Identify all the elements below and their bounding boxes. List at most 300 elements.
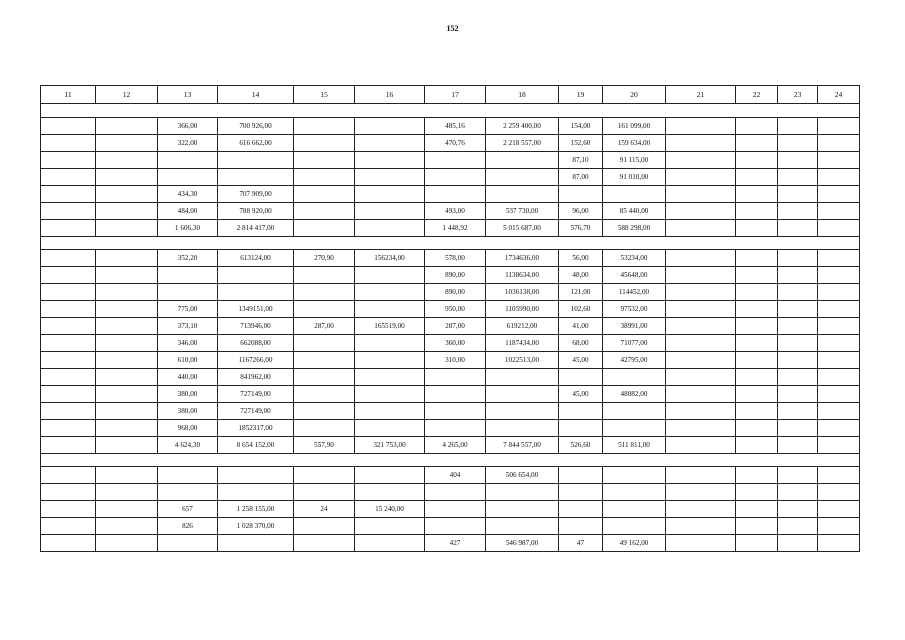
table-cell (818, 220, 860, 237)
table-cell (355, 220, 425, 237)
table-cell (818, 284, 860, 301)
table-cell: 727149,00 (218, 386, 294, 403)
table-row (41, 152, 860, 169)
table-cell (294, 220, 355, 237)
table-cell (96, 301, 158, 318)
table-cell (778, 152, 818, 169)
table-cell: 485,16 (425, 118, 486, 135)
table-cell (96, 484, 158, 501)
table-row (41, 267, 860, 284)
table-cell: 493,00 (425, 203, 486, 220)
table-cell: 1 258 155,00 (218, 501, 294, 518)
table-cell: 159 634,00 (603, 135, 666, 152)
table-cell: 968,00 (158, 420, 218, 437)
table-cell (666, 386, 736, 403)
table-cell (41, 352, 96, 369)
table-cell (736, 169, 778, 186)
table-cell: 91 010,00 (603, 169, 666, 186)
table-cell (818, 135, 860, 152)
table-cell (218, 284, 294, 301)
table-cell (96, 267, 158, 284)
table-cell (41, 403, 96, 420)
column-header: 12 (96, 86, 158, 104)
table-cell (666, 301, 736, 318)
table-cell (778, 118, 818, 135)
table-cell: 48082,00 (603, 386, 666, 403)
column-header: 24 (818, 86, 860, 104)
table-cell (778, 420, 818, 437)
table-cell (778, 220, 818, 237)
table-cell (294, 352, 355, 369)
table-cell (736, 501, 778, 518)
table-cell: 360,00 (425, 335, 486, 352)
table-cell (355, 169, 425, 186)
header-row (41, 86, 860, 104)
table-cell (486, 501, 559, 518)
table-cell (158, 467, 218, 484)
table-cell (425, 420, 486, 437)
table-cell: 380,00 (158, 403, 218, 420)
table-cell (666, 335, 736, 352)
table-row (41, 318, 860, 335)
table-cell (818, 403, 860, 420)
table-cell (736, 437, 778, 454)
table-cell (96, 386, 158, 403)
table-cell: 97532,00 (603, 301, 666, 318)
table-cell: 310,00 (425, 352, 486, 369)
table-cell: 96,00 (559, 203, 603, 220)
table-cell (41, 186, 96, 203)
table-cell (778, 352, 818, 369)
table-cell (486, 420, 559, 437)
table-cell (96, 203, 158, 220)
table-cell (559, 484, 603, 501)
table-cell: 87,00 (559, 169, 603, 186)
table-cell: 2 259 400,00 (486, 118, 559, 135)
table-cell (41, 535, 96, 552)
table-cell (736, 152, 778, 169)
table-row (41, 484, 860, 501)
table-cell (41, 467, 96, 484)
table-cell (294, 484, 355, 501)
table-cell (355, 203, 425, 220)
table-cell (41, 318, 96, 335)
table-cell: 506 654,00 (486, 467, 559, 484)
table-cell (559, 501, 603, 518)
table-cell (666, 484, 736, 501)
table-cell (355, 335, 425, 352)
table-cell (41, 518, 96, 535)
table-cell (294, 169, 355, 186)
table-cell (736, 352, 778, 369)
table-cell (96, 169, 158, 186)
table-cell (355, 369, 425, 386)
table-cell (218, 267, 294, 284)
table-cell (736, 420, 778, 437)
table-cell (736, 369, 778, 386)
table-cell (818, 169, 860, 186)
table-cell (603, 420, 666, 437)
table-row (41, 467, 860, 484)
table-cell: 1105990,00 (486, 301, 559, 318)
table-cell (294, 518, 355, 535)
table-cell (294, 301, 355, 318)
table-cell: 366,00 (158, 118, 218, 135)
table-cell (486, 186, 559, 203)
table-cell (294, 420, 355, 437)
table-cell (486, 369, 559, 386)
table-cell (158, 284, 218, 301)
table-cell (486, 169, 559, 186)
table-cell (41, 484, 96, 501)
table-cell (559, 420, 603, 437)
table-cell (41, 203, 96, 220)
table-cell (818, 250, 860, 267)
table-cell (666, 220, 736, 237)
table-cell (778, 267, 818, 284)
table-cell (294, 267, 355, 284)
table-cell (41, 169, 96, 186)
table-cell: 1036138,00 (486, 284, 559, 301)
table-row (41, 369, 860, 386)
table-cell: 613124,00 (218, 250, 294, 267)
table-cell: 45,00 (559, 386, 603, 403)
table-cell (96, 135, 158, 152)
table-cell (818, 467, 860, 484)
table-cell: 24 (294, 501, 355, 518)
column-header: 14 (218, 86, 294, 104)
table-cell (294, 369, 355, 386)
table-cell (559, 467, 603, 484)
table-cell (486, 386, 559, 403)
table-cell (355, 420, 425, 437)
table-cell: 1022513,00 (486, 352, 559, 369)
table-cell (818, 186, 860, 203)
table-cell (603, 484, 666, 501)
table-cell (486, 403, 559, 420)
table-cell (355, 152, 425, 169)
table-cell: 434,30 (158, 186, 218, 203)
table-cell (41, 369, 96, 386)
table-body (41, 86, 860, 552)
table-cell: 287,00 (425, 318, 486, 335)
table-cell (425, 403, 486, 420)
table-cell: 41,00 (559, 318, 603, 335)
table-cell: 1187434,00 (486, 335, 559, 352)
table-cell: 321 753,00 (355, 437, 425, 454)
table-cell (355, 535, 425, 552)
table-cell: 546 987,00 (486, 535, 559, 552)
table-cell (603, 369, 666, 386)
table-cell (96, 284, 158, 301)
table-cell (425, 152, 486, 169)
table-cell (355, 186, 425, 203)
table-cell (559, 186, 603, 203)
table-cell (41, 335, 96, 352)
table-cell (294, 386, 355, 403)
table-cell: 56,00 (559, 250, 603, 267)
table-cell (41, 437, 96, 454)
table-cell (666, 118, 736, 135)
table-cell (736, 301, 778, 318)
table-cell (41, 501, 96, 518)
table-cell (818, 335, 860, 352)
column-header: 11 (41, 86, 96, 104)
column-header: 13 (158, 86, 218, 104)
table-cell (96, 335, 158, 352)
table-cell: 707 909,00 (218, 186, 294, 203)
table-cell: 588 298,00 (603, 220, 666, 237)
table-cell: 48,00 (559, 267, 603, 284)
table-cell (818, 203, 860, 220)
table-cell: 380,00 (158, 386, 218, 403)
table-cell (218, 152, 294, 169)
table-cell: 610,00 (158, 352, 218, 369)
table-cell (158, 267, 218, 284)
table-cell (666, 203, 736, 220)
table-cell (818, 369, 860, 386)
table-cell (96, 220, 158, 237)
table-cell (666, 318, 736, 335)
table-cell (818, 352, 860, 369)
table-cell (778, 186, 818, 203)
table-cell (818, 535, 860, 552)
table-cell: 2 814 417,00 (218, 220, 294, 237)
table-cell (666, 420, 736, 437)
table-row (41, 420, 860, 437)
table-row (41, 186, 860, 203)
table-cell (96, 369, 158, 386)
table-cell (736, 386, 778, 403)
separator-cell (41, 237, 860, 250)
table-cell: 42795,00 (603, 352, 666, 369)
table-cell: 1 448,92 (425, 220, 486, 237)
table-cell: 950,00 (425, 301, 486, 318)
table-cell (778, 484, 818, 501)
table-cell: 1 606,30 (158, 220, 218, 237)
table-cell (778, 169, 818, 186)
table-cell (603, 501, 666, 518)
table-cell: 87,10 (559, 152, 603, 169)
table-cell: 1349151,00 (218, 301, 294, 318)
table-cell (818, 118, 860, 135)
table-cell (736, 203, 778, 220)
table-cell: 841962,00 (218, 369, 294, 386)
table-cell (158, 169, 218, 186)
table-cell (41, 152, 96, 169)
section-separator-row (41, 237, 860, 250)
table-cell (778, 250, 818, 267)
table-row (41, 335, 860, 352)
table-cell (818, 437, 860, 454)
table-cell: 85 440,00 (603, 203, 666, 220)
table-cell: 287,00 (294, 318, 355, 335)
column-header: 19 (559, 86, 603, 104)
table-cell: 102,60 (559, 301, 603, 318)
table-cell: 619212,00 (486, 318, 559, 335)
table-cell: 526,60 (559, 437, 603, 454)
table-cell (355, 284, 425, 301)
table-cell: 45,00 (559, 352, 603, 369)
table-cell (736, 250, 778, 267)
table-cell (41, 301, 96, 318)
table-cell: 156234,00 (355, 250, 425, 267)
table-cell (818, 501, 860, 518)
column-header: 16 (355, 86, 425, 104)
table-cell: 45648,00 (603, 267, 666, 284)
table-cell: 15 240,00 (355, 501, 425, 518)
table-row (41, 501, 860, 518)
table-cell (96, 118, 158, 135)
table-cell (666, 518, 736, 535)
table-cell (294, 135, 355, 152)
table-cell (355, 467, 425, 484)
table-cell (666, 267, 736, 284)
table-cell (736, 518, 778, 535)
table-cell: 788 920,00 (218, 203, 294, 220)
table-cell: 576,70 (559, 220, 603, 237)
table-cell (294, 203, 355, 220)
table-cell (294, 403, 355, 420)
table-cell (294, 186, 355, 203)
table-cell (96, 403, 158, 420)
table-row (41, 118, 860, 135)
table-cell (96, 437, 158, 454)
table-cell (559, 403, 603, 420)
table-cell (736, 267, 778, 284)
table-row (41, 352, 860, 369)
table-cell (158, 152, 218, 169)
table-cell: 890,00 (425, 267, 486, 284)
table-cell: 7 844 557,00 (486, 437, 559, 454)
table-row (41, 250, 860, 267)
table-cell (218, 169, 294, 186)
table-cell: 557,90 (294, 437, 355, 454)
table-cell: 8 654 152,00 (218, 437, 294, 454)
table-cell (355, 135, 425, 152)
table-cell: 440,00 (158, 369, 218, 386)
table-cell: 1734636,00 (486, 250, 559, 267)
table-row (41, 437, 860, 454)
table-cell (603, 518, 666, 535)
table-cell (425, 501, 486, 518)
table-cell (818, 420, 860, 437)
table-cell (41, 284, 96, 301)
table-cell (666, 369, 736, 386)
column-header: 15 (294, 86, 355, 104)
table-cell (666, 186, 736, 203)
table-cell (666, 284, 736, 301)
table-cell (778, 203, 818, 220)
table-cell (425, 369, 486, 386)
table-cell (425, 518, 486, 535)
table-cell (96, 250, 158, 267)
table-cell (41, 250, 96, 267)
column-header: 20 (603, 86, 666, 104)
table-cell (96, 518, 158, 535)
table-cell (736, 135, 778, 152)
table-cell: 657 (158, 501, 218, 518)
separator-cell (41, 104, 860, 118)
table-cell: 114452,00 (603, 284, 666, 301)
table-cell (818, 301, 860, 318)
table-cell: 270,90 (294, 250, 355, 267)
table-cell (425, 484, 486, 501)
table-cell: 713946,00 (218, 318, 294, 335)
table-cell: 322,00 (158, 135, 218, 152)
table-row (41, 203, 860, 220)
table-cell (666, 437, 736, 454)
table-cell (778, 335, 818, 352)
table-cell (486, 518, 559, 535)
table-cell (666, 250, 736, 267)
table-cell: 2 218 557,00 (486, 135, 559, 152)
table-cell: 662088,00 (218, 335, 294, 352)
table-cell (736, 220, 778, 237)
table-cell (603, 186, 666, 203)
table-row (41, 301, 860, 318)
table-cell (41, 420, 96, 437)
table-cell (736, 535, 778, 552)
table-cell: 91 115,00 (603, 152, 666, 169)
table-cell (818, 318, 860, 335)
table-cell (778, 386, 818, 403)
table-cell: 373,10 (158, 318, 218, 335)
table-cell (355, 386, 425, 403)
table-cell: 1 028 370,00 (218, 518, 294, 535)
table-cell (666, 501, 736, 518)
table-cell (355, 352, 425, 369)
table-cell: 826 (158, 518, 218, 535)
table-cell (778, 403, 818, 420)
table-cell (96, 420, 158, 437)
table-cell (736, 484, 778, 501)
table-cell (603, 467, 666, 484)
table-cell: 47 (559, 535, 603, 552)
table-cell (736, 186, 778, 203)
table-cell: 775,00 (158, 301, 218, 318)
table-cell: 616 662,00 (218, 135, 294, 152)
table-cell: 4 624,30 (158, 437, 218, 454)
table-cell: 71077,00 (603, 335, 666, 352)
table-cell (818, 484, 860, 501)
table-cell: 484,00 (158, 203, 218, 220)
table-cell (736, 284, 778, 301)
data-table (40, 85, 860, 552)
table-cell (736, 335, 778, 352)
table-cell (355, 403, 425, 420)
table-cell (96, 467, 158, 484)
table-cell: 121,00 (559, 284, 603, 301)
table-cell: 1167266,00 (218, 352, 294, 369)
table-cell (559, 518, 603, 535)
table-cell: 1138634,00 (486, 267, 559, 284)
table-cell (666, 135, 736, 152)
table-cell (818, 386, 860, 403)
table-cell (96, 501, 158, 518)
column-header: 18 (486, 86, 559, 104)
table-cell (666, 535, 736, 552)
table-cell (736, 318, 778, 335)
table-cell (96, 152, 158, 169)
table-cell (294, 535, 355, 552)
table-cell (736, 118, 778, 135)
table-cell (778, 369, 818, 386)
table-cell: 53234,00 (603, 250, 666, 267)
table-cell (666, 152, 736, 169)
table-cell (778, 318, 818, 335)
table-cell (425, 386, 486, 403)
